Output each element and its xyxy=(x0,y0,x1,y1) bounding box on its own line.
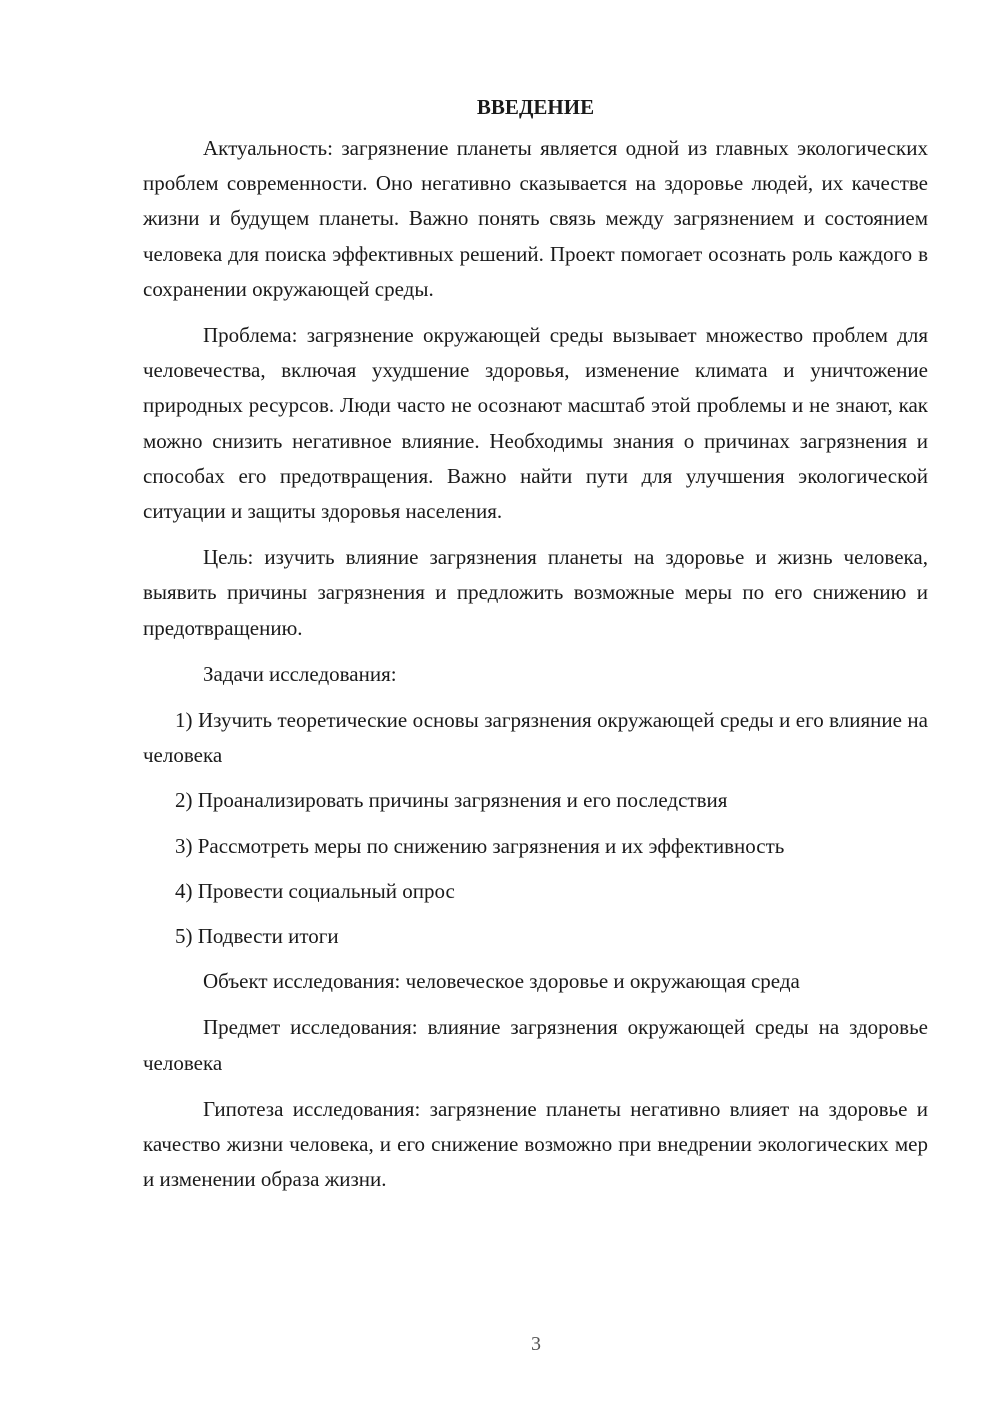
list-item: 2) Проанализировать причины загрязнения и его последствия xyxy=(175,788,728,813)
tasks-heading: Задачи исследования: xyxy=(203,661,397,686)
paragraph-relevance: Актуальность: загрязнение планеты является одной из главных экологических проблем современности. Оно негативно сказывается на здоровье людей, их качестве жизни и будущем планеты. Важно понять связь между загрязнением и состоянием человека для поиска эффективных решений. Проект помогает осознать роль каждого в сохранении окружающей среды. xyxy=(143,136,928,301)
paragraph-object: Объект исследования: человеческое здоровье и окружающая среда xyxy=(203,969,800,994)
paragraph-goal: Цель: изучить влияние загрязнения планеты на здоровье и жизнь человека, выявить причины загрязнения и предложить возможные меры по его снижению и предотвращению. xyxy=(143,545,928,640)
list-item: 1) Изучить теоретические основы загрязнения окружающей среды и его влияние на человека xyxy=(143,708,928,768)
document-page xyxy=(143,90,928,1208)
paragraph-hypothesis: Гипотеза исследования: загрязнение планеты негативно влияет на здоровье и качество жизни человека, и его снижение возможно при внедрении экологических мер и изменении образа жизни. xyxy=(143,1096,928,1192)
list-item: 3) Рассмотреть меры по снижению загрязнения и их эффективность xyxy=(175,833,785,858)
tasks-list xyxy=(143,703,928,954)
list-item: 5) Подвести итоги xyxy=(175,924,339,949)
paragraph-problem: Проблема: загрязнение окружающей среды вызывает множество проблем для человечества, включая ухудшение здоровья, изменение климата и уничтожение природных ресурсов. Люди часто не осознают масштаб этой проблемы и не знают, как можно снизить негативное влияние. Необходимы знания о причинах загрязнения и способах его предотвращения. Важно найти пути для улучшения экологической ситуации и защиты здоровья населения. xyxy=(143,323,928,524)
section-title: ВВЕДЕНИЕ xyxy=(476,95,595,119)
page-number: 3 xyxy=(531,1333,541,1355)
list-item: 4) Провести социальный опрос xyxy=(175,878,455,903)
paragraph-subject: Предмет исследования: влияние загрязнения окружающей среды на здоровье человека xyxy=(143,1015,928,1075)
